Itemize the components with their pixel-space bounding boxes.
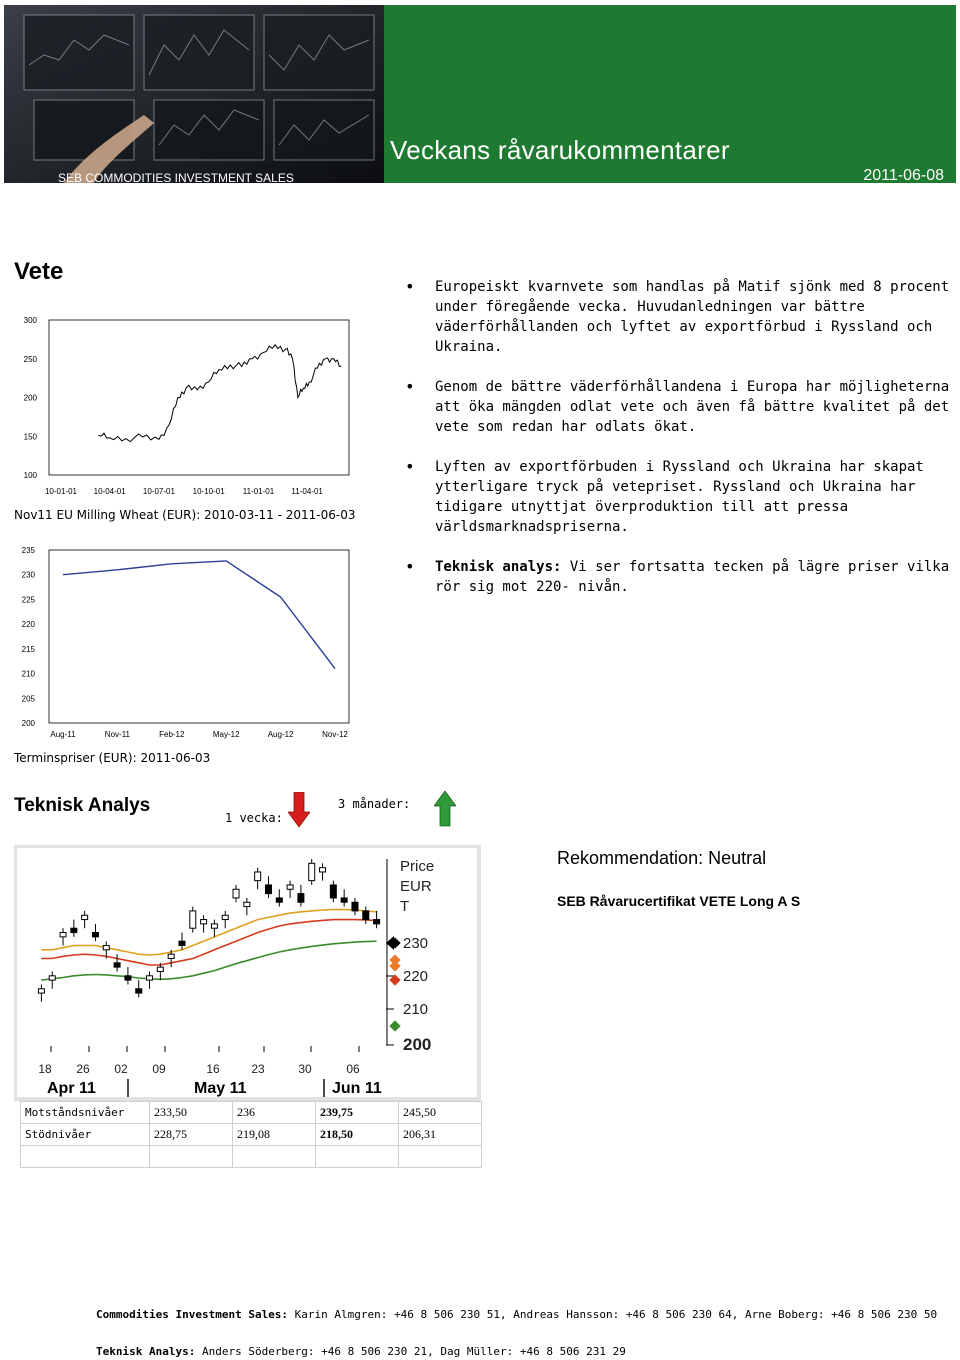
candle-body [352,902,358,911]
candle-body [298,894,304,903]
candle-body [179,941,185,945]
footer-sales-contacts: Commodities Investment Sales: Karin Almgren: +46 8 506 230 51, Andreas Hansson: +46 8 506 230 64, Arne Boberg: +46 8 506 230 50 [96,1308,938,1321]
y-tick-label: 215 [21,644,35,654]
technical-analysis-title: Teknisk Analys [14,795,151,816]
month-label: Apr 11 [47,1080,96,1097]
x-tick-label: Nov-11 [104,730,131,739]
price-tick-label: 230 [403,935,429,952]
y-tick-label: 100 [23,471,37,480]
candle-body [103,946,109,950]
resistance-row [21,1102,482,1124]
candle-body [330,885,336,898]
price-tick-label: 200 [403,1035,432,1054]
plot-frame [49,320,349,475]
y-tick-label: 235 [21,546,35,555]
candle-body [233,889,239,898]
support-row [21,1124,482,1146]
candle-body [255,872,261,881]
y-tick-label: 210 [21,669,35,679]
price-axis-label: EUR [400,878,432,895]
bullet-1: • Europeiskt kvarnvete som handlas på Matif sjönk med 8 procent under föregående vecka. Huvudanledningen var bättre väderförhållanden och lyftet av exportförbud i Ryssland och Ukraina. [405,277,950,357]
empty-row [21,1146,482,1168]
resistance-level: 233,50 [150,1102,233,1124]
x-tick-label: Nov-12 [322,730,348,739]
candle-body [71,928,77,932]
y-tick-label: 220 [21,620,35,630]
futures-curve-caption: Terminspriser (EUR): 2011-06-03 [14,751,211,765]
y-tick-label: 250 [23,354,37,364]
price-line [98,345,341,442]
candle-body [136,989,142,993]
y-tick-label: 205 [21,694,35,704]
support-level: 228,75 [150,1124,233,1146]
date-tick-label: 16 [206,1062,220,1076]
candle-body [287,885,293,889]
candle-body [147,976,153,980]
date-tick-label: 02 [114,1062,128,1076]
y-tick-label: 225 [21,595,35,605]
date-tick-label: 18 [38,1062,52,1076]
candle-body [201,920,207,924]
y-tick-label: 230 [21,570,35,580]
x-tick-label: 11-01-01 [242,487,275,496]
levels-table [20,1101,482,1168]
x-tick-label: 10-01-01 [44,487,78,496]
support-level: 218,50 [316,1124,399,1146]
date-tick-label: 06 [346,1062,360,1076]
footer-ta-contacts: Teknisk Analys: Anders Söderberg: +46 8 506 230 21, Dag Müller: +46 8 506 231 29 [96,1345,626,1358]
x-tick-label: May-12 [212,730,240,739]
one-week-label: 1 vecka: [225,811,283,825]
candle-body [157,967,163,971]
x-tick-label: 10-10-01 [192,487,225,496]
candle-body [374,920,380,924]
header-banner [4,5,956,183]
plot-frame [49,550,349,723]
y-tick-label: 200 [23,393,37,403]
section-title: Vete [14,258,64,285]
three-month-label: 3 månader: [338,797,411,811]
trading-screens-photo [4,5,384,183]
candle-body [222,915,228,919]
header-subtitle: SEB COMMODITIES INVESTMENT SALES [58,171,294,183]
month-label: Jun 11 [332,1080,382,1097]
bullet-3: • Lyften av exportförbuden i Ryssland och Ukraina har skapat ytterligare tryck på vetepriset. Ryssland och Ukraina har tidigare utnyttjat överproduktion till att pressa världsmarknadspriserna. [405,457,950,537]
futures-curve-chart [14,540,354,745]
y-tick-label: 300 [23,316,37,325]
price-history-caption: Nov11 EU Milling Wheat (EUR): 2010-03-11 - 2011-06-03 [14,508,356,522]
price-axis-label: Price [400,858,435,875]
candle-body [190,911,196,928]
price-tick-label: 220 [403,968,429,985]
candle-body [363,911,369,920]
date-tick-label: 30 [298,1062,312,1076]
header-date: 2011-06-08 [863,167,944,183]
candle-body [114,963,120,967]
x-tick-label: Aug-11 [50,730,76,739]
x-tick-label: 11-04-01 [291,487,323,496]
y-tick-label: 200 [21,719,35,728]
arrow-up-icon [434,791,456,827]
y-tick-label: 150 [23,432,37,442]
month-label: May 11 [194,1080,247,1097]
candle-body [125,976,131,980]
date-tick-label: 26 [76,1062,90,1076]
price-history-chart [14,312,354,502]
x-tick-label: 10-07-01 [142,487,175,496]
support-label: Stödnivåer [21,1124,150,1146]
candle-body [82,915,88,919]
resistance-level: 236 [233,1102,316,1124]
candle-body [211,924,217,928]
candle-body [265,885,271,894]
arrow-down-icon [288,792,310,828]
support-level: 219,08 [233,1124,316,1146]
candle-body [276,898,282,902]
bullet-2: • Genom de bättre väderförhållandena i Europa har möjligheterna att öka mängden odlat vete och även få bättre kvalitet på det vete som redan har odlats ökat. [405,377,950,437]
support-level: 206,31 [399,1124,482,1146]
candle-body [244,902,250,906]
price-tick-label: 210 [403,1001,429,1018]
candle-body [320,868,326,872]
product-name: SEB Råvarucertifikat VETE Long A S [557,893,801,909]
candle-body [92,933,98,937]
date-tick-label: 23 [251,1062,265,1076]
candle-body [168,954,174,958]
commentary-list [405,277,950,617]
x-tick-label: Feb-12 [159,730,185,739]
candle-body [60,933,66,937]
resistance-level: 239,75 [316,1102,399,1124]
x-tick-label: 10-04-01 [93,487,126,496]
recommendation: Rekommendation: Neutral [557,848,767,868]
candle-body [38,989,44,993]
date-tick-label: 09 [152,1062,166,1076]
price-axis-label: T [400,898,410,915]
candle-body [341,898,347,902]
header-title: Veckans råvarukommentarer [390,135,730,165]
resistance-level: 245,50 [399,1102,482,1124]
resistance-label: Motståndsnivåer [21,1102,150,1124]
candle-body [49,976,55,980]
candlestick-chart [14,845,484,1103]
candle-body [309,863,315,880]
bullet-4: • Teknisk analys: Vi ser fortsatta tecken på lägre priser vilka rör sig mot 220- nivån. [405,557,950,597]
x-tick-label: Aug-12 [267,730,294,739]
futures-line [63,561,335,669]
